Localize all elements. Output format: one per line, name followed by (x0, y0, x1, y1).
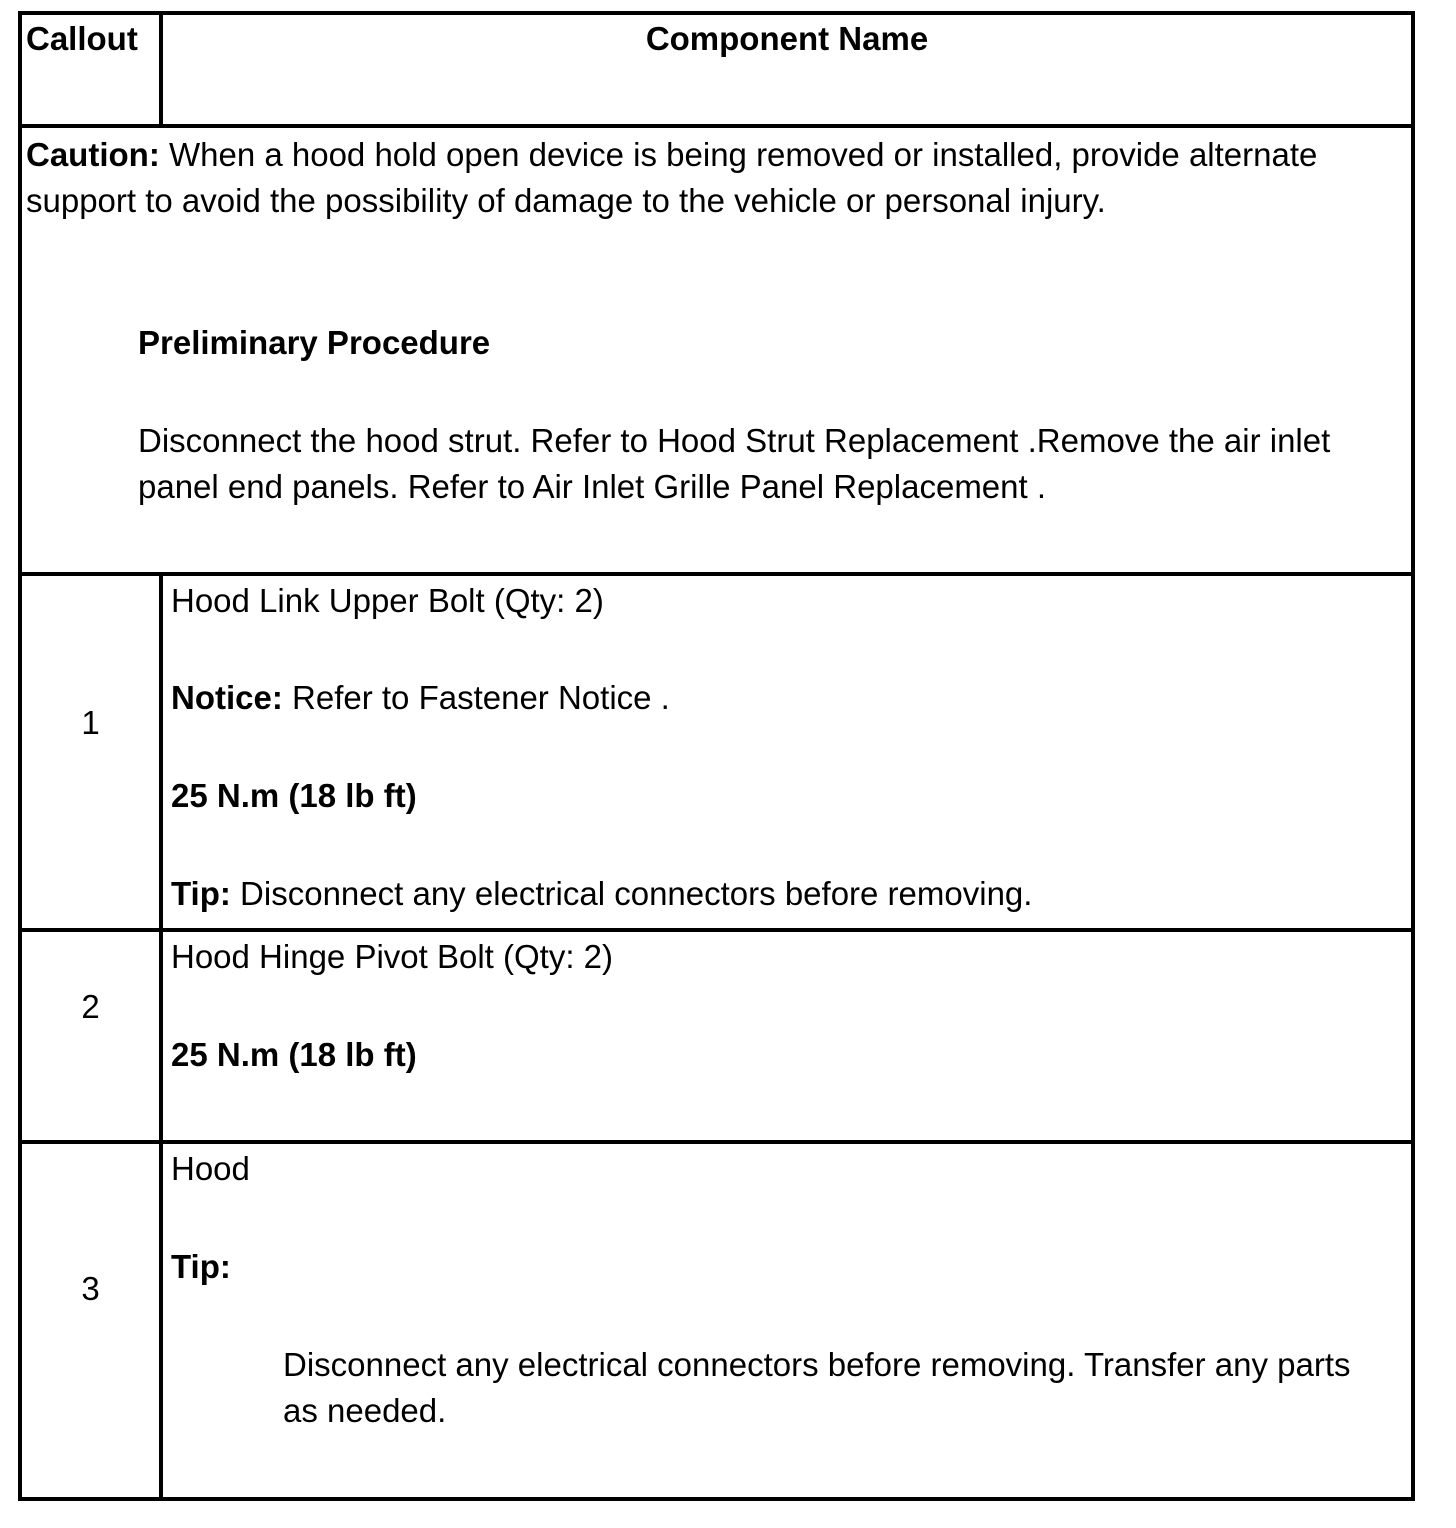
tip-text: Disconnect any electrical connectors before removing. Transfer any parts as needed. (283, 1346, 1351, 1429)
caution-body: When a hood hold open device is being removed or installed, provide alternate support to avoid the possibility of damage to the vehicle or personal injury. (26, 136, 1318, 219)
column-divider (159, 572, 163, 1497)
row-divider (22, 124, 1411, 128)
row-divider (22, 572, 1411, 576)
notice-label: Notice: (171, 679, 283, 716)
tip-label: Tip: (171, 1248, 231, 1285)
callout-number: 3 (81, 1270, 100, 1307)
component-name: Hood Link Upper Bolt (Qty: 2) (171, 582, 604, 619)
callout-number: 1 (81, 704, 100, 741)
component-name: Hood (171, 1150, 250, 1187)
tip-line (171, 871, 1032, 917)
preliminary-procedure-title: Preliminary Procedure (138, 324, 491, 361)
callout-number: 2 (81, 988, 100, 1025)
tip-text: Disconnect any electrical connectors before removing. (230, 875, 1033, 912)
notice-line (171, 675, 670, 721)
tip-label: Tip: (171, 875, 231, 912)
torque-spec: 25 N.m (18 lb ft) (171, 777, 417, 814)
row-divider (22, 1140, 1411, 1144)
preliminary-procedure-text: Disconnect the hood strut. Refer to Hood Strut Replacement .Remove the air inlet panel end panels. Refer to Air Inlet Grille Panel Replacement . (138, 422, 1331, 505)
row-divider (22, 928, 1411, 932)
component-name: Hood Hinge Pivot Bolt (Qty: 2) (171, 938, 614, 975)
caution-text (26, 132, 1396, 224)
notice-text: Refer to Fastener Notice . (282, 679, 670, 716)
header-component-name: Component Name (645, 20, 929, 57)
caution-label: Caution: (26, 136, 160, 173)
torque-spec: 25 N.m (18 lb ft) (171, 1036, 417, 1073)
header-callout: Callout (26, 20, 138, 57)
